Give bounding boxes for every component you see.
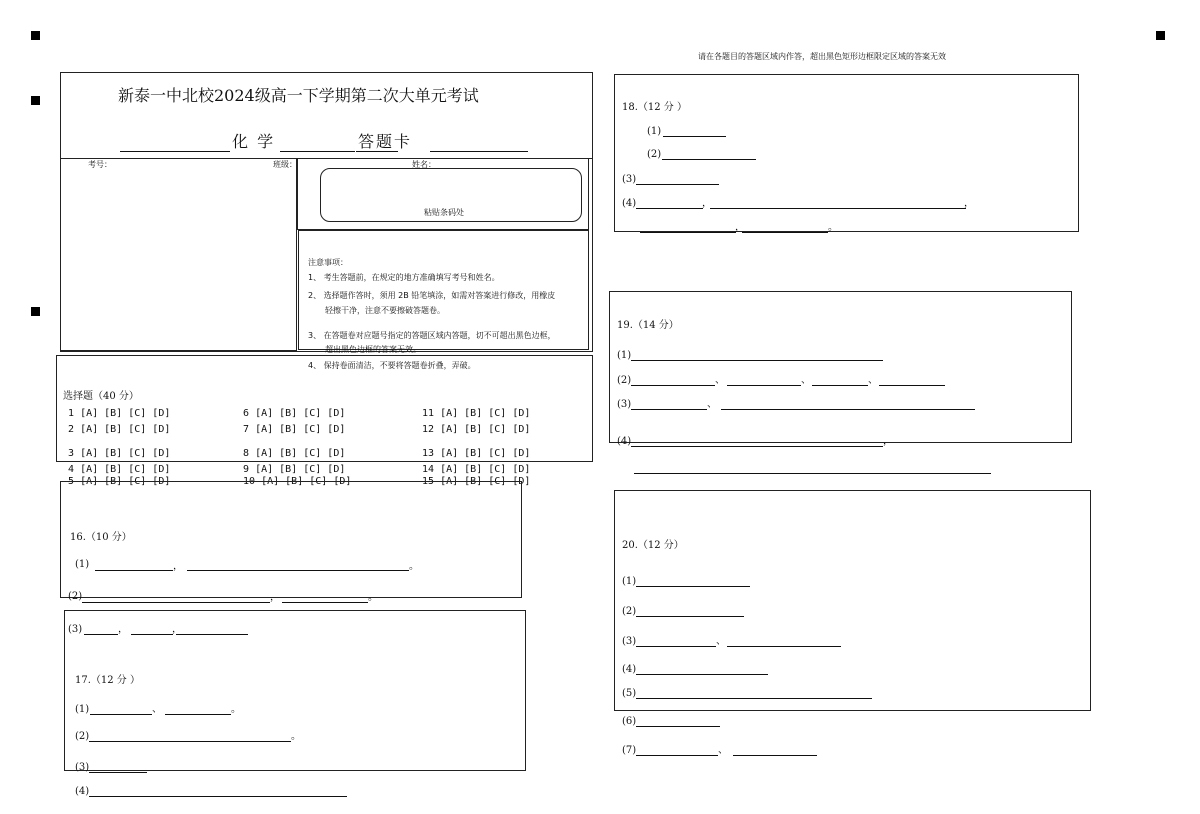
q16-answer-line[interactable] bbox=[82, 602, 270, 603]
q18-answer-line[interactable] bbox=[742, 232, 828, 233]
dun-mark: 、 bbox=[152, 704, 162, 715]
q16-answer-line[interactable] bbox=[187, 570, 409, 571]
q20-answer-line[interactable] bbox=[636, 674, 768, 675]
q19-part-label: (2) bbox=[617, 375, 632, 386]
q16-part-label: (1) bbox=[75, 559, 90, 570]
choice-column-2[interactable]: 6 [A] [B] [C] [D] 7 [A] [B] [C] [D] 8 [A] [B] [C] [D] 9 [A] [B] [C] [D] 10 [A] [B] [C] [D] bbox=[243, 408, 352, 487]
q20-heading: 20.（12 分） bbox=[622, 540, 684, 551]
comma: ， bbox=[883, 436, 893, 447]
q17-part-label: (3) bbox=[75, 762, 90, 773]
dun-mark: 、 bbox=[715, 375, 725, 386]
q18-part-label: (4) bbox=[622, 198, 637, 209]
dun-mark: 、 bbox=[868, 375, 878, 386]
q20-answer-line[interactable] bbox=[636, 586, 750, 587]
q20-part-label: (3) bbox=[622, 636, 637, 647]
q18-answer-line[interactable] bbox=[636, 208, 703, 209]
q18-heading: 18.（12 分 ） bbox=[622, 102, 687, 113]
q19-part-label: (4) bbox=[617, 436, 632, 447]
q19-answer-line[interactable] bbox=[631, 360, 883, 361]
registration-mark bbox=[1156, 31, 1165, 40]
q17-part-label: (2) bbox=[75, 731, 90, 742]
period: 。 bbox=[828, 222, 838, 233]
q20-answer-line[interactable] bbox=[636, 755, 718, 756]
period: 。 bbox=[291, 731, 301, 742]
q18-part-label: (1) bbox=[647, 126, 662, 137]
q20-part-label: (1) bbox=[622, 576, 637, 587]
name-label: 姓名： bbox=[412, 160, 436, 169]
comma: ， bbox=[270, 592, 280, 603]
q16-answer-line[interactable] bbox=[176, 634, 248, 635]
q19-answer-line[interactable] bbox=[721, 409, 975, 410]
q17-part-label: (1) bbox=[75, 704, 90, 715]
q17-answer-line[interactable] bbox=[90, 714, 152, 715]
comma: ， bbox=[964, 198, 974, 209]
q20-part-label: (5) bbox=[622, 688, 637, 699]
dun-mark: 、 bbox=[801, 375, 811, 386]
q16-part-label: (3) bbox=[68, 624, 83, 635]
q20-part-label: (4) bbox=[622, 664, 637, 675]
q19-answer-line[interactable] bbox=[631, 385, 715, 386]
q20-answer-line[interactable] bbox=[727, 646, 841, 647]
comma: ， bbox=[172, 624, 182, 635]
q20-part-label: (7) bbox=[622, 745, 637, 756]
q19-heading: 19.（14 分） bbox=[617, 320, 679, 331]
page-title: 新泰一中北校2024级高一下学期第二次大单元考试 bbox=[118, 86, 479, 105]
registration-mark bbox=[31, 31, 40, 40]
q17-answer-line[interactable] bbox=[165, 714, 231, 715]
choice-heading: 选择题（40 分） bbox=[63, 391, 139, 402]
q19-answer-line[interactable] bbox=[812, 385, 868, 386]
q18-part-label: (3) bbox=[622, 174, 637, 185]
q19-part-label: (1) bbox=[617, 350, 632, 361]
period: 。 bbox=[409, 561, 419, 572]
q20-box bbox=[614, 490, 1091, 711]
q18-answer-line[interactable] bbox=[636, 184, 719, 185]
barcode-label: 粘贴条码处 bbox=[424, 208, 464, 217]
q16-answer-line[interactable] bbox=[84, 634, 118, 635]
comma: ， bbox=[173, 561, 183, 572]
q16-answer-line[interactable] bbox=[282, 602, 368, 603]
dun-mark: 、 bbox=[718, 745, 728, 756]
choice-column-3[interactable]: 11 [A] [B] [C] [D] 12 [A] [B] [C] [D] 13 [A] [B] [C] [D] 14 [A] [B] [C] [D] 15 [A] [B] [C] [D] bbox=[422, 408, 531, 487]
q16-part-label: (2) bbox=[68, 591, 83, 602]
exam-number-area[interactable] bbox=[60, 158, 297, 351]
q20-part-label: (2) bbox=[622, 606, 637, 617]
period: 。 bbox=[231, 704, 241, 715]
q18-answer-line[interactable] bbox=[640, 232, 736, 233]
q19-answer-line[interactable] bbox=[631, 446, 883, 447]
registration-mark bbox=[31, 96, 40, 105]
q19-answer-line[interactable] bbox=[634, 473, 991, 474]
instruction-item: 3、 在答题卷对应题号指定的答题区域内答题，切不可超出黑色边框， bbox=[308, 331, 556, 340]
dun-mark: 、 bbox=[707, 399, 717, 410]
instruction-item: 2、 选择题作答时，须用 2B 铅笔填涂，如需对答案进行修改，用橡皮 bbox=[308, 291, 556, 300]
subject-line-left bbox=[120, 151, 230, 152]
subject-label: 化 学 bbox=[232, 132, 276, 151]
q19-answer-line[interactable] bbox=[879, 385, 945, 386]
q20-answer-line[interactable] bbox=[636, 698, 872, 699]
q16-answer-line[interactable] bbox=[131, 634, 173, 635]
q17-part-label: (4) bbox=[75, 786, 90, 797]
instruction-item: 4、 保持卷面清洁，不要将答题卷折叠，弄破。 bbox=[308, 361, 476, 370]
answer-card-label: 答题卡 bbox=[358, 132, 413, 151]
dun-mark: 、 bbox=[716, 636, 726, 647]
comma: ， bbox=[118, 624, 128, 635]
q18-answer-line[interactable] bbox=[663, 136, 726, 137]
q19-box bbox=[609, 291, 1072, 443]
q17-answer-line[interactable] bbox=[89, 741, 291, 742]
q20-answer-line[interactable] bbox=[733, 755, 817, 756]
q16-answer-line[interactable] bbox=[95, 570, 173, 571]
exam-number-label: 考号： bbox=[88, 160, 112, 169]
instruction-item: 轻擦干净，注意不要擦破答题卷。 bbox=[325, 306, 445, 315]
q18-part-label: (2) bbox=[647, 149, 662, 160]
subject-line-mid2 bbox=[356, 151, 398, 152]
q17-answer-line[interactable] bbox=[89, 772, 147, 773]
q17-heading: 17.（12 分 ） bbox=[75, 675, 140, 686]
comma: ， bbox=[702, 198, 712, 209]
q20-answer-line[interactable] bbox=[636, 646, 716, 647]
q20-answer-line[interactable] bbox=[636, 726, 720, 727]
q19-answer-line[interactable] bbox=[727, 385, 801, 386]
registration-mark bbox=[31, 307, 40, 316]
q17-answer-line[interactable] bbox=[89, 796, 347, 797]
q20-answer-line[interactable] bbox=[636, 616, 744, 617]
period: 。 bbox=[368, 592, 378, 603]
answer-area-notice: 请在各题目的答题区域内作答，超出黑色矩形边框限定区域的答案无效 bbox=[698, 52, 946, 61]
instruction-item: 1、 考生答题前，在规定的地方准确填写考号和姓名。 bbox=[308, 273, 500, 282]
q19-part-label: (3) bbox=[617, 399, 632, 410]
q20-part-label: (6) bbox=[622, 716, 637, 727]
q19-answer-line[interactable] bbox=[631, 409, 707, 410]
q18-answer-line[interactable] bbox=[662, 159, 756, 160]
choice-column-1[interactable]: 1 [A] [B] [C] [D] 2 [A] [B] [C] [D] 3 [A] [B] [C] [D] 4 [A] [B] [C] [D] 5 [A] [B] [C] [D] bbox=[68, 408, 171, 487]
subject-line-mid bbox=[280, 151, 355, 152]
instructions-heading: 注意事项： bbox=[308, 258, 348, 267]
q18-answer-line[interactable] bbox=[710, 208, 966, 209]
q16-heading: 16.（10 分） bbox=[70, 532, 132, 543]
subject-line-right bbox=[430, 151, 528, 152]
comma: ， bbox=[735, 222, 745, 233]
class-label: 班级： bbox=[273, 160, 297, 169]
instruction-item: 超出黑色边框的答案无效。 bbox=[325, 345, 421, 354]
